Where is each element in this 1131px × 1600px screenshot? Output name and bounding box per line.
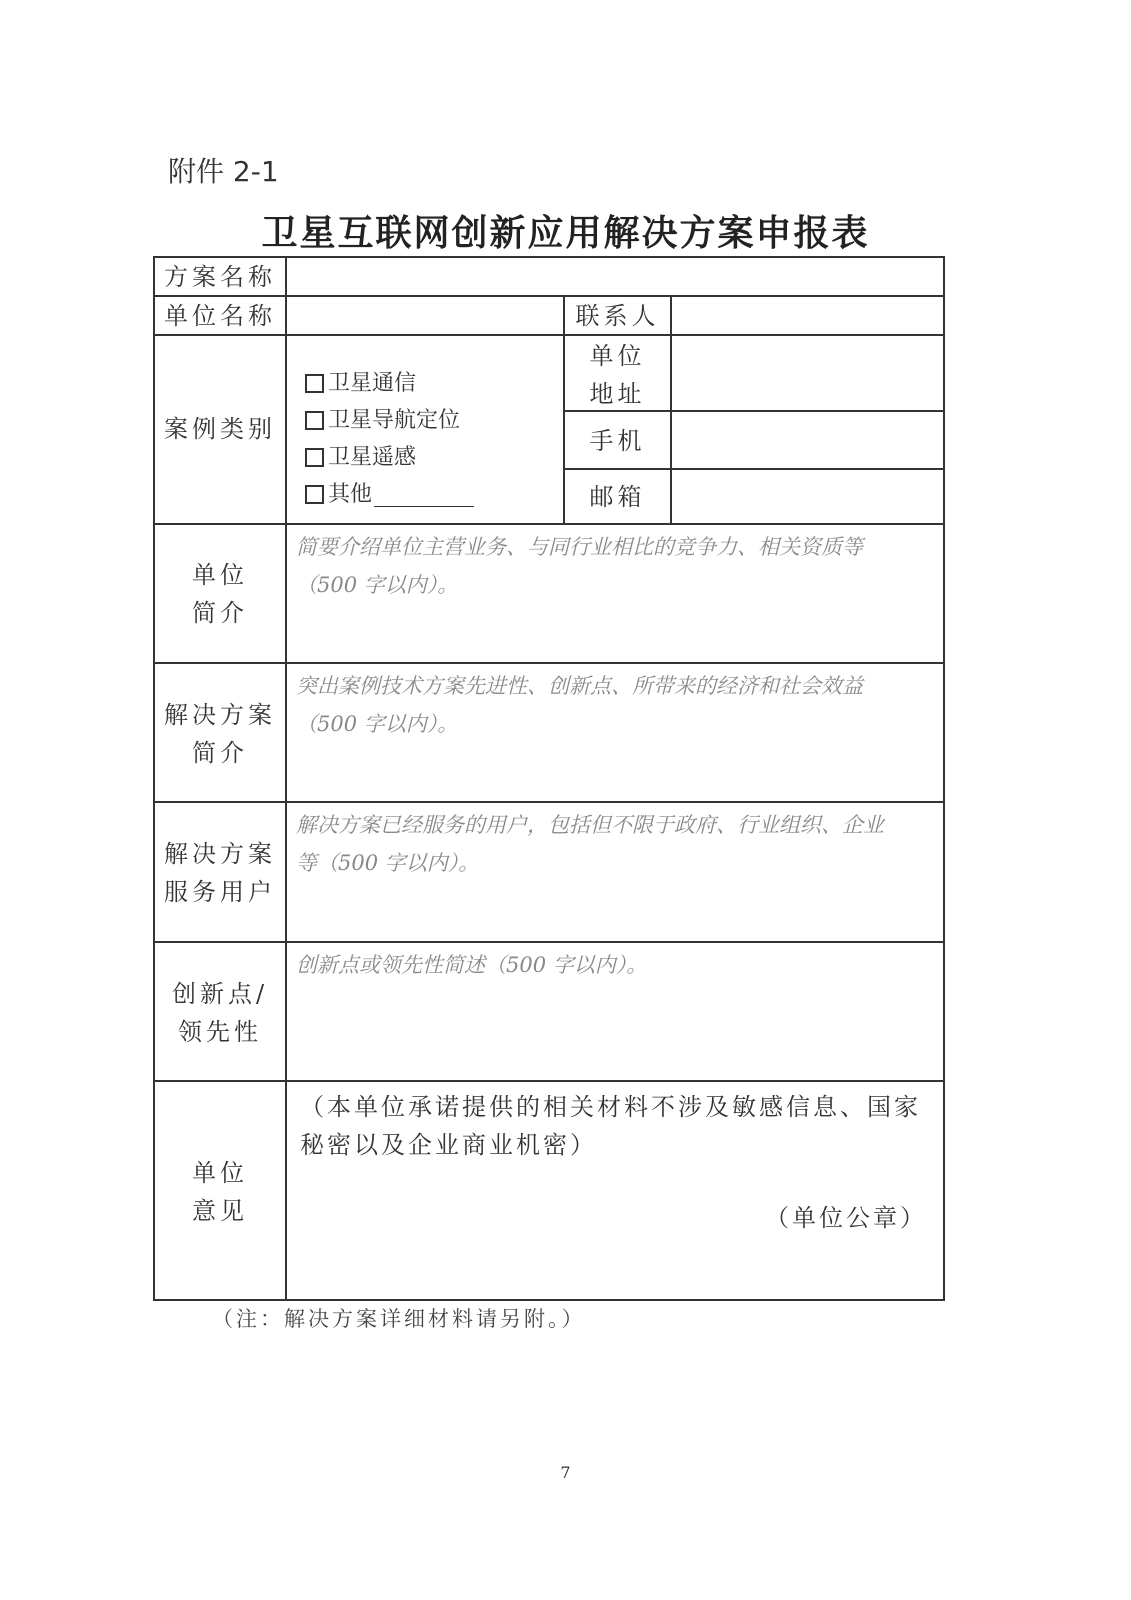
row-divider (153, 801, 945, 803)
solution-intro-hint[interactable] (296, 667, 936, 743)
category-option-label: 其他 (328, 482, 373, 507)
innovation-label (155, 975, 285, 1051)
org-intro-label (155, 556, 285, 632)
attachment-label: 附件 2-1 (168, 155, 279, 188)
address-label (565, 337, 670, 413)
category-option[interactable] (305, 365, 474, 402)
table-border-right (943, 256, 945, 1301)
seal-text: （单位公章） (765, 1204, 927, 1232)
org-intro-hint[interactable] (296, 528, 936, 604)
checkbox-icon[interactable] (305, 411, 324, 430)
email-label: 邮箱 (589, 483, 646, 511)
category-option[interactable] (305, 439, 474, 476)
row-divider (153, 662, 945, 664)
form-title: 卫星互联网创新应用解决方案申报表 (261, 212, 870, 254)
solution-intro-hint-line1: 突出案例技术方案先进性、创新点、所带来的经济和社会效益 (296, 674, 863, 698)
service-users-hint[interactable] (296, 806, 936, 882)
org-name-field[interactable] (288, 297, 562, 333)
opinion-label-line1: 单位 (192, 1159, 248, 1187)
innovation-label-line1: 创新点/ (171, 980, 269, 1008)
row-divider (153, 523, 945, 525)
label-column-divider (285, 256, 287, 1301)
opinion-label (155, 1154, 285, 1230)
address-label-line2: 地址 (589, 380, 646, 408)
solution-intro-hint-line2: （500 字以内）。 (296, 712, 459, 736)
scheme-name-label: 方案名称 (164, 263, 276, 291)
solution-intro-label-line1: 解决方案 (164, 701, 276, 729)
address-label-line1: 单位 (589, 342, 646, 370)
innovation-hint[interactable]: 创新点或领先性简述（500 字以内）。 (296, 953, 648, 977)
org-name-label: 单位名称 (164, 302, 276, 330)
address-field[interactable] (673, 337, 942, 409)
service-users-label-line2: 服务用户 (164, 878, 276, 906)
contact-field[interactable] (673, 297, 942, 333)
page-number: 7 (560, 1463, 571, 1482)
category-option[interactable] (305, 402, 474, 439)
footer-note: （注：解决方案详细材料请另附。） (212, 1307, 586, 1331)
row-divider (153, 1080, 945, 1082)
checkbox-icon[interactable] (305, 374, 324, 393)
category-option-label: 卫星导航定位 (328, 408, 461, 433)
service-users-hint-line2: 等（500 字以内）。 (296, 851, 480, 875)
solution-intro-label (155, 696, 285, 772)
pledge-text: （本单位承诺提供的相关材料不涉及敏感信息、国家秘密以及企业商业机密） (300, 1093, 921, 1159)
checkbox-icon[interactable] (305, 448, 324, 467)
category-option-label: 卫星遥感 (328, 445, 417, 470)
table-border-bottom (153, 1299, 945, 1301)
org-intro-label-line1: 单位 (192, 561, 248, 589)
solution-intro-label-line2: 简介 (192, 739, 248, 767)
case-category-label: 案例类别 (164, 415, 276, 443)
checkbox-icon[interactable] (305, 485, 324, 504)
category-option-label: 卫星通信 (328, 371, 417, 396)
opinion-label-line2: 意见 (192, 1197, 248, 1225)
row-divider (153, 941, 945, 943)
contact-label: 联系人 (575, 302, 660, 330)
phone-label: 手机 (589, 427, 646, 455)
phone-field[interactable] (673, 412, 942, 467)
category-option[interactable] (305, 476, 474, 513)
service-users-label-line1: 解决方案 (164, 840, 276, 868)
service-users-label (155, 835, 285, 911)
category-options (305, 365, 474, 513)
other-category-blank[interactable] (374, 482, 474, 507)
innovation-label-line2: 领先性 (178, 1018, 262, 1046)
org-intro-hint-line1: 简要介绍单位主营业务、与同行业相比的竞争力、相关资质等 (296, 535, 863, 559)
email-field[interactable] (673, 470, 942, 522)
org-intro-label-line2: 简介 (192, 599, 248, 627)
service-users-hint-line1: 解决方案已经服务的用户，包括但不限于政府、行业组织、企业 (296, 813, 884, 837)
org-intro-hint-line2: （500 字以内）。 (296, 573, 459, 597)
scheme-name-field[interactable] (288, 258, 942, 294)
